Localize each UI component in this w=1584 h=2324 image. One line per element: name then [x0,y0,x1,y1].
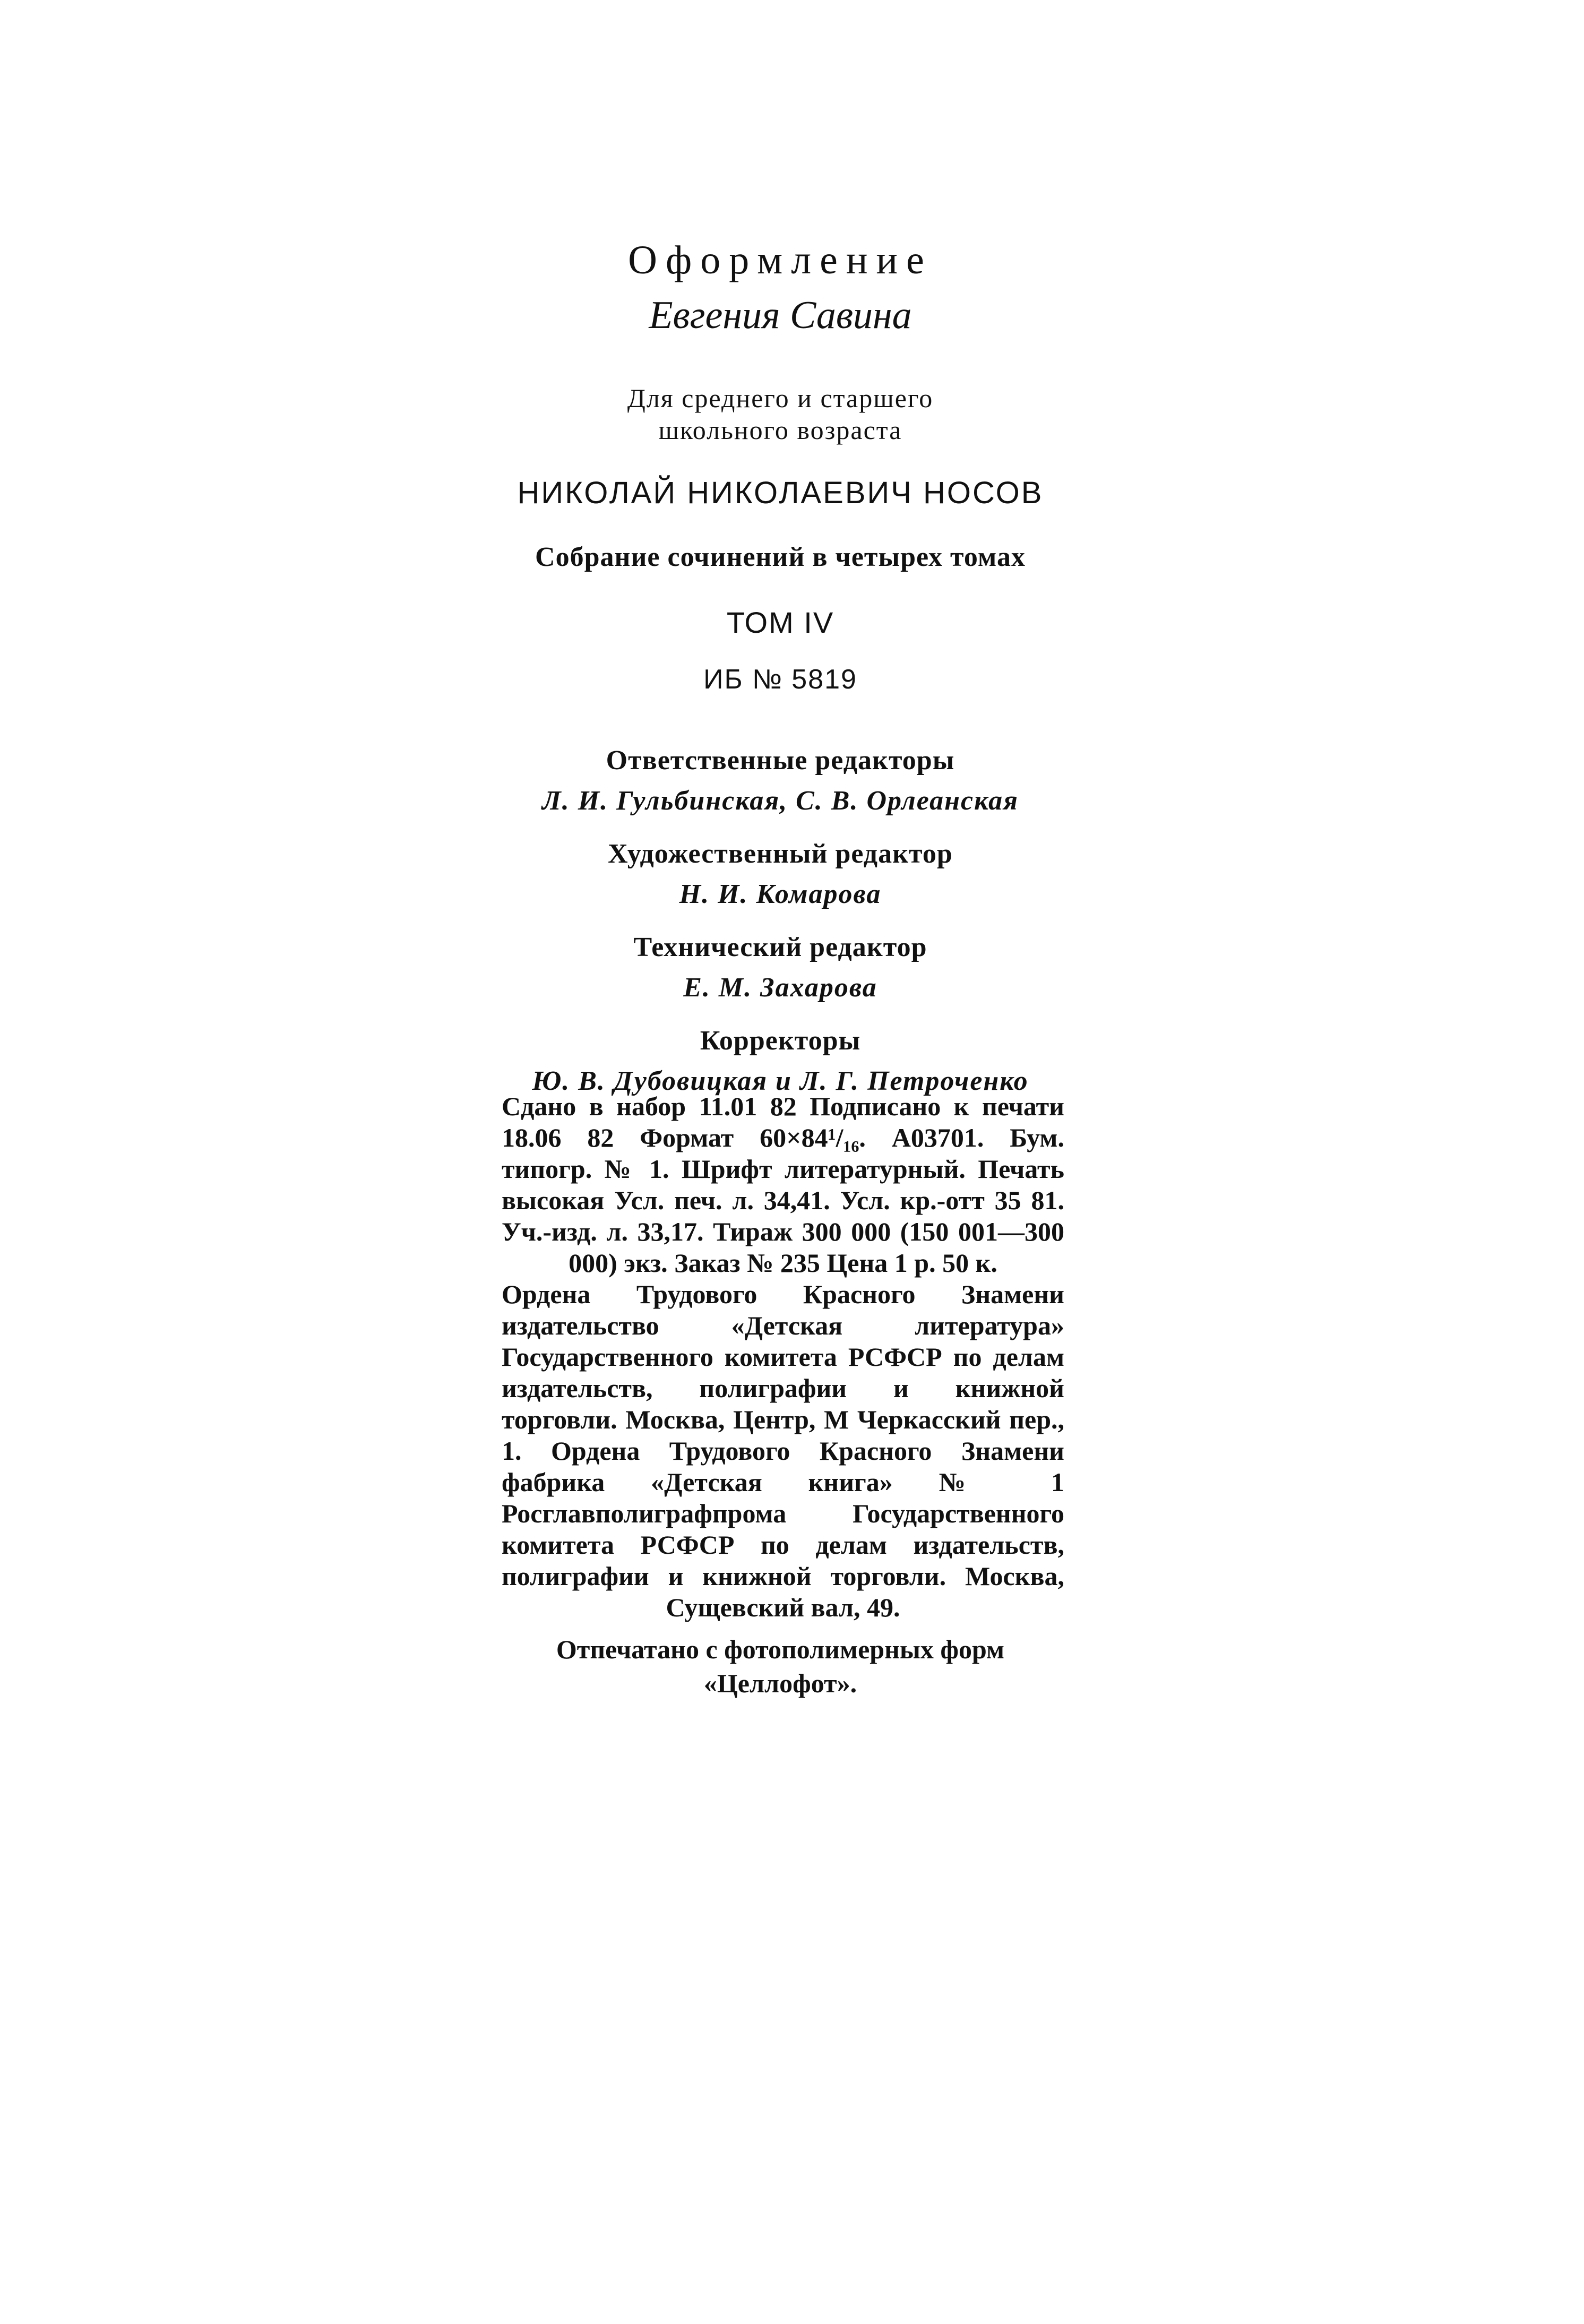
credit-block [467,741,1094,821]
credit-role: Ответственные редакторы [606,745,955,776]
imprint-block [502,1091,1064,1623]
audience-note [488,382,1072,446]
credit-names: Н. И. Комарова [679,879,882,909]
design-heading: Оформление [628,238,933,282]
credit-names: Е. М. Захарова [683,972,877,1003]
credit-block [467,927,1094,1008]
designer-name: Евгения Савина [649,294,912,337]
credit-block [467,834,1094,915]
credit-names: Л. И. Гульбинская, С. В. Орлеанская [542,786,1019,816]
credits-section [467,741,1094,1114]
collection-title: Собрание сочинений в четырех томах [535,542,1026,572]
printing-note-line-2: «Целлофот». [703,1668,857,1698]
credit-role: Корректоры [700,1026,861,1056]
printing-note [478,1632,1083,1700]
volume-number: ТОМ IV [726,606,834,639]
ib-number: ИБ № 5819 [703,664,857,695]
credit-names: Ю. В. Дубовицкая и Л. Г. Петроченко [532,1066,1029,1096]
audience-line-1: Для среднего и старшего [627,383,934,413]
publisher-details: Ордена Трудового Красного Знамени издательство «Детская литература» Государственного комитета РСФСР по делам издательств, полиграфии и книжной торговли. Москва, Центр, М Черкасский пер., 1. Ордена Трудового Красного Знамени фабрика «Детская книга» № 1 Росглавполиграфпрома Государственного комитета РСФСР по делам издательств, полиграфии и книжной торговли. Москва, Сущевский вал, 49. [502,1279,1064,1622]
credit-role: Художественный редактор [608,839,953,869]
credit-block [467,1021,1094,1101]
production-details: Сдано в набор 11.01 82 Подписано к печати 18.06 82 Формат 60×84¹/₁₆. А03701. Бум. типогр. № 1. Шрифт литературный. Печать высокая Усл. печ. л. 34,41. Усл. кр.-отт 35 81. Уч.-изд. л. 33,17. Тираж 300 000 (150 001—300 000) экз. Заказ № 235 Цена 1 р. 50 к. [502,1091,1064,1278]
audience-line-2: школьного возраста [658,415,902,445]
author-name: НИКОЛАЙ НИКОЛАЕВИЧ НОСОВ [517,476,1044,510]
printing-note-line-1: Отпечатано с фотополимерных форм [556,1634,1005,1664]
credit-role: Технический редактор [633,932,927,962]
